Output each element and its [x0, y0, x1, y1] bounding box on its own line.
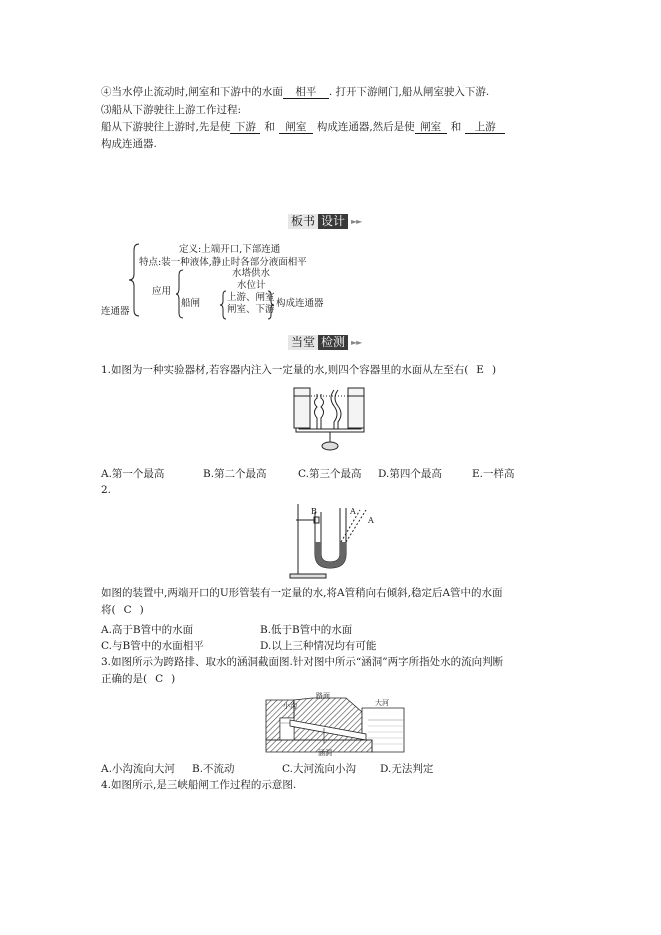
board-lock-end: 构成连通器: [276, 298, 324, 309]
board-feature: 特点:装一种液体,静止时各部分液面相平: [139, 257, 307, 268]
q2-option-c: C.与B管中的水面相平: [101, 640, 204, 652]
q3-stem-1: 3.如图所示为跨路排、取水的涵洞截面图.针对图中所示“涵洞”两字所指处水的流向判断: [101, 656, 504, 668]
text-segment: ④当水停止流动时,闸室和下游中的水面: [101, 86, 283, 98]
answer-blank: 闸室: [415, 122, 447, 134]
board-definition: 定义:上端开口,下部连通: [179, 244, 281, 255]
text-segment: 构成连通器,然后是使: [316, 121, 415, 133]
answer-blank: 下游: [230, 122, 260, 134]
q1-option-d: D.第四个最高: [378, 468, 442, 480]
banner-right: 检测: [318, 335, 348, 350]
text-segment: . 打开下游闸门,船从闸室驶入下游.: [328, 86, 490, 98]
board-root: 连通器: [101, 306, 130, 317]
q1-option-a: A.第一个最高: [101, 468, 165, 480]
text-line-2: ⑶船从下游驶往上游工作过程:: [101, 104, 242, 116]
q2-label-a2: A: [368, 516, 374, 525]
text-segment: 正确的是(: [101, 673, 148, 685]
fig-label-river: 大河: [375, 699, 389, 707]
fig-label-road: 路面: [316, 692, 330, 700]
fig-label-culvert: 涵洞: [318, 749, 332, 757]
q3-option-b: B.不流动: [192, 763, 235, 775]
banner-left: 当堂: [288, 335, 318, 350]
board-application: 应用: [152, 286, 172, 297]
text-line-3: [101, 121, 505, 134]
q2-label-a1: A: [350, 507, 356, 516]
q2-stem-2: [101, 604, 144, 617]
text-segment: 1.如图为一种实验器材,若容器内注入一定量的水,则四个容器里的水面从左至右(: [101, 364, 469, 376]
q2-option-d: D.以上三种情况均有可能: [260, 640, 377, 652]
answer-letter: E: [476, 364, 484, 376]
brace-icon: [174, 268, 186, 320]
q1-option-b: B.第二个最高: [203, 468, 267, 480]
text-segment: 船从下游驶往上游时,先是使: [101, 121, 231, 133]
connected-vessels-figure: [290, 382, 370, 454]
q3-option-a: A.小沟流向大河: [101, 763, 175, 775]
answer-blank: 相平: [283, 87, 329, 99]
text-segment: ): [171, 673, 176, 685]
q2-stem-1: 如图的装置中,两端开口的U形管装有一定量的水,将A管稍向右倾斜,稳定后A管中的水面: [101, 587, 503, 599]
answer-blank: 闸室: [279, 122, 313, 134]
q1-option-e: E.一样高: [472, 468, 515, 480]
q4-stem: 4.如图所示,是三峡船闸工作过程的示意图.: [101, 779, 297, 791]
text-segment: 和: [450, 121, 462, 133]
arrow-icon: ►►: [351, 217, 362, 226]
arrow-icon: ►►: [351, 338, 362, 347]
text-segment: 和: [264, 121, 275, 133]
q1-option-c: C.第三个最高: [298, 468, 362, 480]
q3-option-d: D.无法判定: [380, 763, 434, 775]
q3-stem-2: [101, 673, 175, 686]
q1-stem: [101, 364, 496, 377]
board-lock-1: 上游、闸室: [227, 292, 275, 303]
section-banner-test: [288, 335, 361, 350]
fig-label-ditch: 小沟: [283, 702, 297, 710]
q2-option-b: B.低于B管中的水面: [260, 624, 353, 636]
q3-option-c: C.大河流向小沟: [282, 763, 356, 775]
board-lock-2: 闸室、下游: [227, 304, 275, 315]
section-banner-board: [288, 214, 361, 229]
board-app-2: 水位计: [237, 280, 266, 291]
answer-letter: C: [155, 673, 164, 685]
text-segment: 将(: [101, 604, 116, 616]
text-line-1: [101, 86, 489, 99]
text-segment: ): [491, 364, 497, 376]
board-lock: 船闸: [181, 298, 201, 309]
board-app-1: 水塔供水: [232, 268, 271, 279]
answer-letter: C: [123, 604, 132, 616]
text-line-4: 构成连通器.: [101, 138, 157, 150]
banner-left: 板书: [288, 214, 318, 229]
q2-label-b: B: [311, 507, 317, 516]
answer-blank: 上游: [465, 122, 505, 134]
text-segment: ): [139, 604, 144, 616]
q2-option-a: A.高于B管中的水面: [101, 624, 194, 636]
q2-number: 2.: [101, 484, 112, 496]
banner-right: 设计: [318, 214, 348, 229]
